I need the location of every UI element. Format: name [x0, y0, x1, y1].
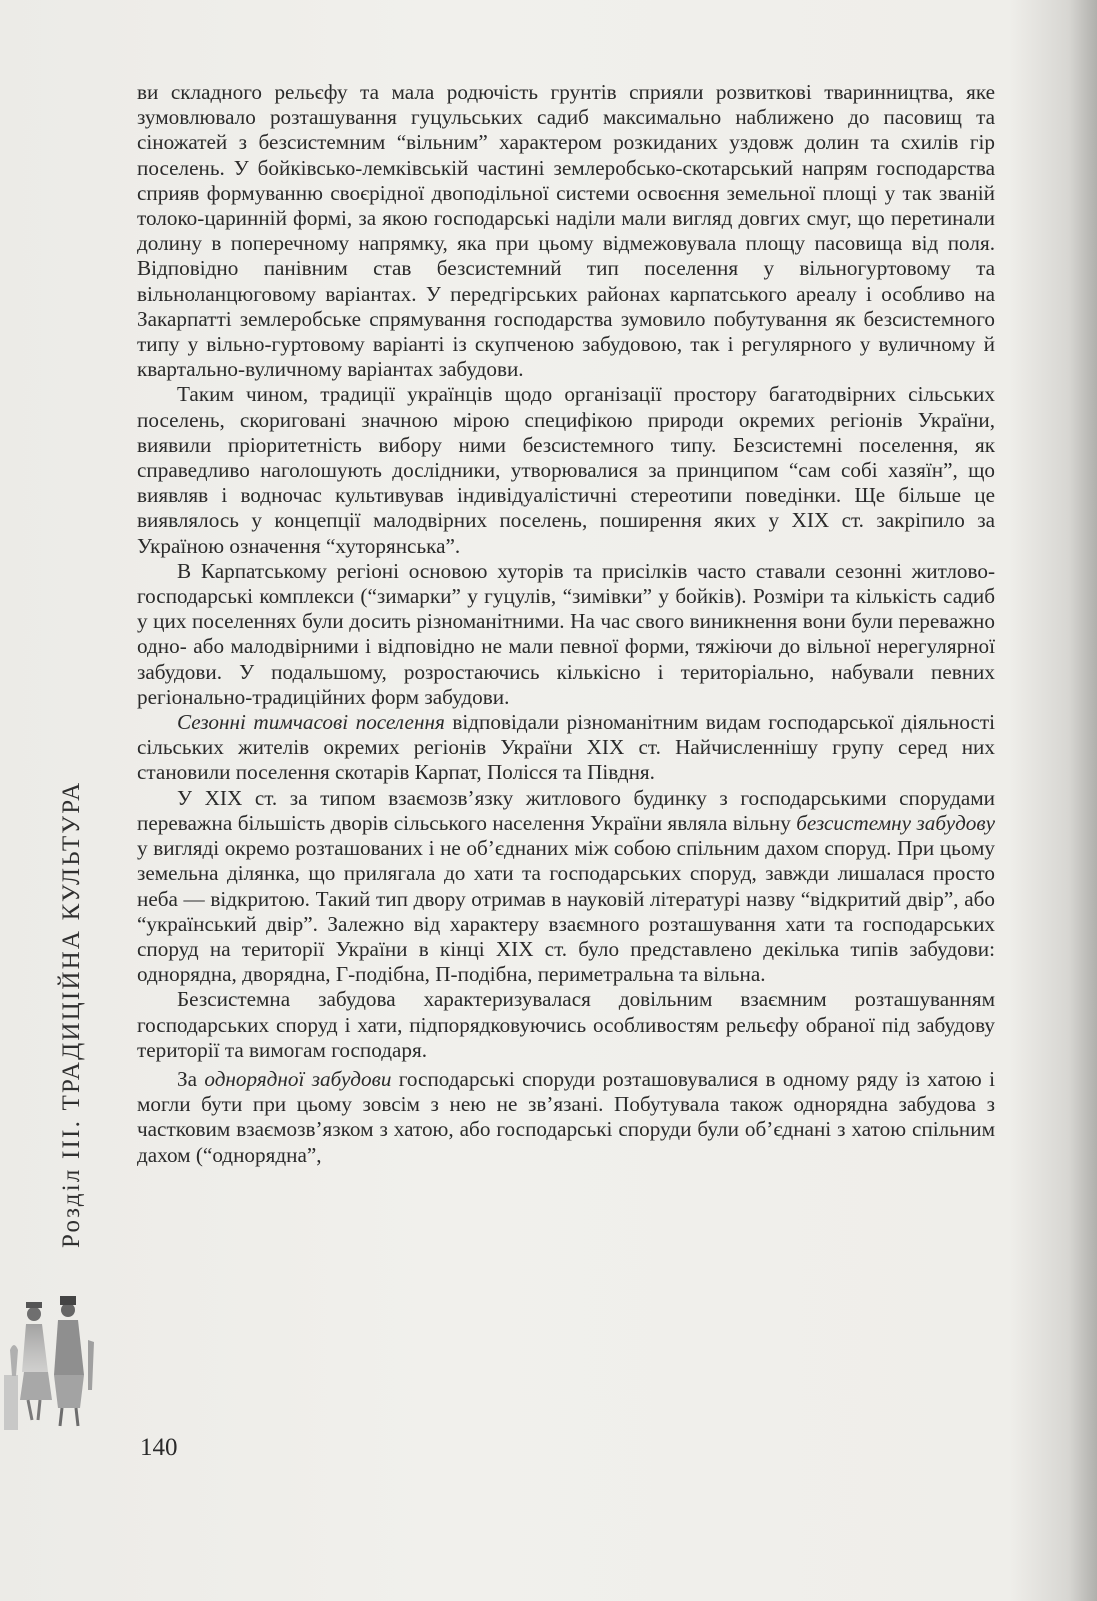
text-run: Таким чином, традиції українців щодо організації простору багатодвірних сільських поселень, скориговані значною мірою специфікою природи окремих регіонів України, виявили пріоритетність вибору ними безсистемного типу. Безсистемні поселення, як справедливо наголошують дослідники, утворювалися за принципом “сам собі хазяїн”, що виявляв і водночас культивував індивідуалістичні стереотипи поведінки. Ще більше це виявлялось у концепції малодвірних поселень, поширення яких у XIX ст. закріпило за Україною означення “хуторянська”. — [137, 382, 995, 558]
text-run: у вигляді окремо розташованих і не об’єднаних між собою спільним дахом споруд. При цьому земельна ділянка, що прилягала до хати та господарських споруд, завжди лишалася просто неба — відкритою. Такий тип двору отримав в науковій літературі назву “відкритий двір”, або “український двір”. Залежно від характеру взаємного розташування хати та господарських споруд на території України в кінці XIX ст. було представлено декілька типів забудови: однорядна, дворядна, Г-подібна, П-подібна, периметральна та вільна. — [137, 836, 995, 987]
text-run: відповідали різноманітним видам господарської діяльності сільських жителів окремих регіонів України XIX ст. Найчисленнішу групу серед них становили поселення скотарів Карпат, Полісся та Півдня. — [137, 710, 995, 785]
paragraph — [137, 710, 995, 786]
text-run: Безсистемна забудова характеризувалася довільним взаємним розташуванням господарських споруд і хати, підпорядковуючись особливостям рельєфу обраної під забудову території та вимогам господаря. — [137, 987, 995, 1062]
folk-figures-icon — [4, 1280, 100, 1430]
body-text — [137, 80, 995, 1168]
text-run: За — [177, 1066, 205, 1091]
section-title: Розділ III. ТРАДИЦІЙНА КУЛЬТУРА — [58, 780, 85, 1248]
page-number: 140 — [140, 1434, 178, 1461]
paragraph — [137, 382, 995, 558]
italic-term: однорядної забудови — [204, 1066, 392, 1091]
paragraph — [137, 1067, 995, 1168]
italic-term: Сезонні тимчасові поселення — [177, 710, 445, 735]
text-run: В Карпатському регіоні основою хуторів та присілків часто ставали сезонні житлово-господарські комплекси (“зимарки” у гуцулів, “зимівки” у бойків). Розміри та кількість садиб у цих поселеннях були досить різноманітними. На час свого виникнення вони були переважно одно- або малодвірними і відповідно не мали певної форми, тяжіючи до вільної нерегулярної забудови. У подальшому, розростаючись кількісно і територіально, набували певних регіонально-традиційних форм забудови. — [137, 558, 995, 709]
italic-term: безсистемну забудову — [796, 810, 995, 835]
paragraph — [137, 559, 995, 710]
paragraph — [137, 80, 995, 382]
text-run: У XIX ст. за типом взаємозв’язку житлового будинку з господарськими спорудами переважна більшість дворів сільського населення України являла вільну — [137, 785, 995, 835]
paragraph — [137, 987, 995, 1063]
text-run: ви складного рельєфу та мала родючість грунтів сприяли розвиткові тваринництва, яке зумовлювало розташування гуцульських садиб максимально наближено до пасовищ та сіножатей з безсистемним “вільним” характером розкиданих уздовж долин та схилів гір поселень. У бойківсько-лемківській частині землеробсько-скотарський напрям господарства сприяв формуванню своєрідної двоподільної системи освоєння земельної площі у так званій толоко-царинній формі, за якою господарські наділи мали вигляд довгих смуг, що перетинали долину в поперечному напрямку, яка при цьому відмежовувала площу пасовища від поля. Відповідно панівним став безсистемний тип поселення у вільногуртовому та вільноланцюговому варіантах. У передгірських районах карпатського ареалу і особливо на Закарпатті землеробське спрямування господарства зумовило побутування як безсистемного типу у вільно-гуртовому варіанті із скупченою забудовою, так і регулярного у вуличному й квартально-вуличному варіантах забудови. — [137, 80, 995, 382]
text-run: господарські споруди розташовувалися в одному ряду із хатою і могли бути при цьому зовсім з нею не зв’язані. Побутувала також однорядна забудова з частковим взаємозв’язком з хатою, або господарські споруди були об’єднані з хатою спільним дахом (“однорядна”, — [137, 1066, 995, 1167]
binding-shadow — [1069, 0, 1097, 1601]
paragraph — [137, 786, 995, 988]
